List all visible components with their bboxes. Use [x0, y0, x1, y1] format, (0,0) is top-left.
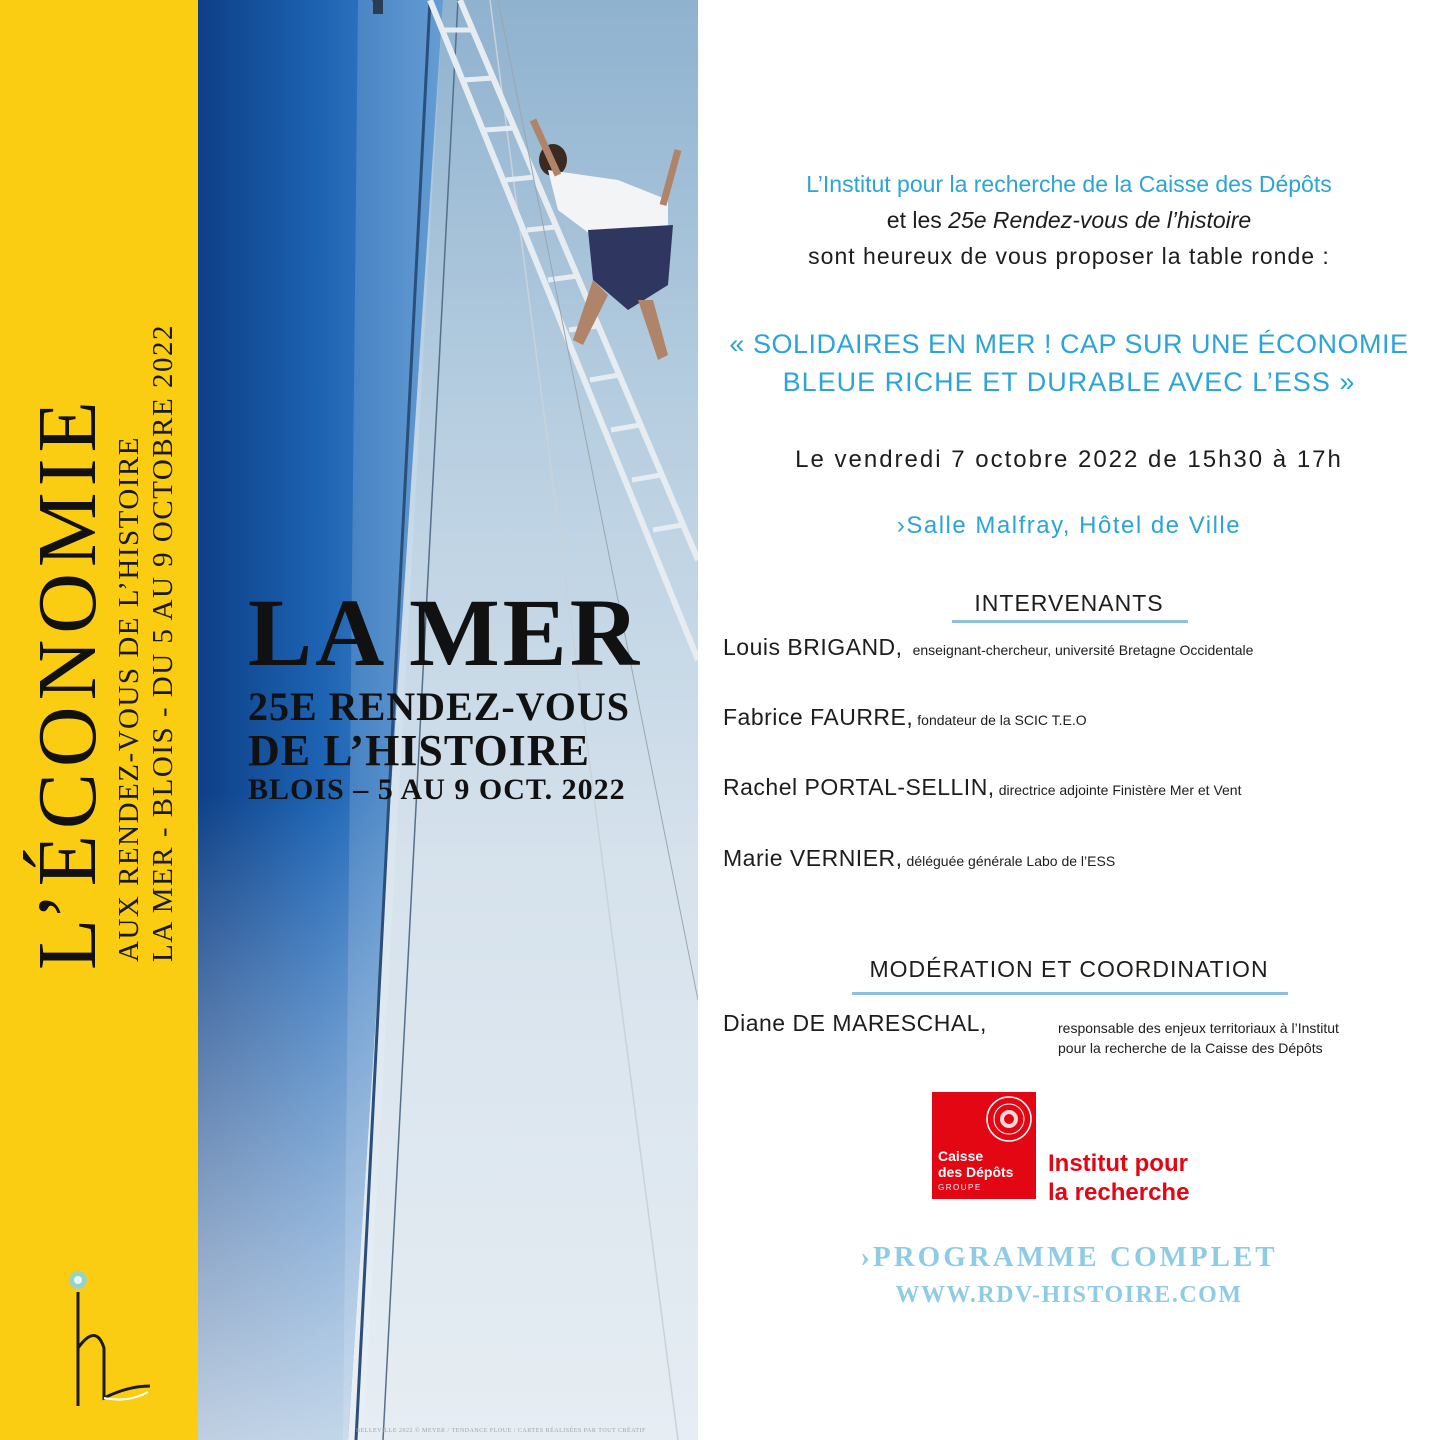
speaker-item: [723, 704, 1087, 731]
theme-line-1: « SOLIDAIRES EN MER ! CAP SUR UNE ÉCONOMIE: [729, 329, 1409, 359]
speaker-item: [723, 774, 1241, 801]
side-band-text: [0, 0, 198, 1440]
institute-name-2: la recherche: [1048, 1179, 1190, 1206]
moderator-item: [723, 1010, 987, 1037]
logo-text-2: des Dépôts: [938, 1164, 1014, 1180]
speakers-heading-underline: [952, 620, 1188, 623]
moderator-role-line-1: responsable des enjeux territoriaux à l’Institut: [1058, 1020, 1339, 1036]
speaker-name: Rachel PORTAL-SELLIN,: [723, 774, 995, 800]
band-subtitle-2: LA MER - BLOIS - DU 5 AU 9 OCTOBRE 2022: [147, 324, 179, 962]
side-band: [0, 0, 198, 1440]
intro-line-2-italic: 25e Rendez-vous de l’histoire: [948, 207, 1252, 233]
program-link[interactable]: ›PROGRAMME COMPLET: [860, 1241, 1278, 1273]
caisse-des-depots-logo: [932, 1092, 1036, 1199]
institute-name-1: Institut pour: [1048, 1150, 1188, 1177]
intro-line-2: [698, 207, 1440, 234]
moderator-role: [1058, 1018, 1339, 1058]
poster-title-block: [248, 579, 698, 806]
event-date: Le vendredi 7 octobre 2022 de 15h30 à 17h: [795, 446, 1343, 473]
poster-title: LA MER: [248, 579, 643, 686]
photo-credit: BELLEVILLE 2022 © MEYER / TENDANCE FLOUE / CARTES RÉALISÉES PAR TOUT CRÉATIF: [356, 1428, 646, 1434]
moderation-heading: MODÉRATION ET COORDINATION: [869, 956, 1269, 982]
moderator-name: Diane DE MARESCHAL,: [723, 1010, 987, 1036]
poster-event: DE L’HISTOIRE: [248, 726, 590, 775]
speaker-name: Marie VERNIER,: [723, 845, 903, 871]
band-title: L’ÉCONOMIE: [21, 395, 114, 970]
intro-line-3: sont heureux de vous proposer la table ronde :: [808, 243, 1330, 269]
theme-line-2: BLEUE RICHE ET DURABLE AVEC L’ESS »: [782, 367, 1356, 397]
poster-dates: BLOIS – 5 AU 9 OCT. 2022: [248, 773, 626, 806]
intro-line-1: L’Institut pour la recherche de la Caisse des Dépôts: [806, 171, 1332, 197]
speaker-item: [723, 634, 1253, 661]
poster-image: [198, 0, 698, 1440]
speaker-name: Louis BRIGAND,: [723, 634, 903, 660]
speakers-heading: INTERVENANTS: [974, 590, 1164, 616]
website-link[interactable]: WWW.RDV-HISTOIRE.COM: [895, 1282, 1243, 1308]
speaker-role: enseignant-chercheur, université Bretagne Occidentale: [912, 642, 1254, 658]
speaker-role: directrice adjointe Finistère Mer et Vent: [998, 782, 1242, 798]
speaker-role: fondateur de la SCIC T.E.O: [917, 712, 1087, 728]
intro-line-2-prefix: et les: [886, 207, 949, 233]
moderator-role-line-2: pour la recherche de la Caisse des Dépôts: [1058, 1040, 1323, 1056]
speaker-item: [723, 845, 1115, 872]
speaker-role: déléguée générale Labo de l’ESS: [906, 853, 1116, 869]
poster-edition: 25E RENDEZ-VOUS: [248, 684, 631, 729]
event-venue: ›Salle Malfray, Hôtel de Ville: [896, 512, 1242, 539]
rdv-logo-icon: [58, 1268, 158, 1408]
invitation-content: [698, 0, 1440, 1440]
logo-text-3: GROUPE: [938, 1183, 982, 1192]
speaker-name: Fabrice FAURRE,: [723, 704, 914, 730]
moderation-heading-underline: [852, 992, 1288, 995]
seal-icon: [984, 1094, 1034, 1144]
band-subtitle-1: AUX RENDEZ-VOUS DE L’HISTOIRE: [113, 435, 145, 962]
logo-text-1: Caisse: [938, 1148, 984, 1164]
